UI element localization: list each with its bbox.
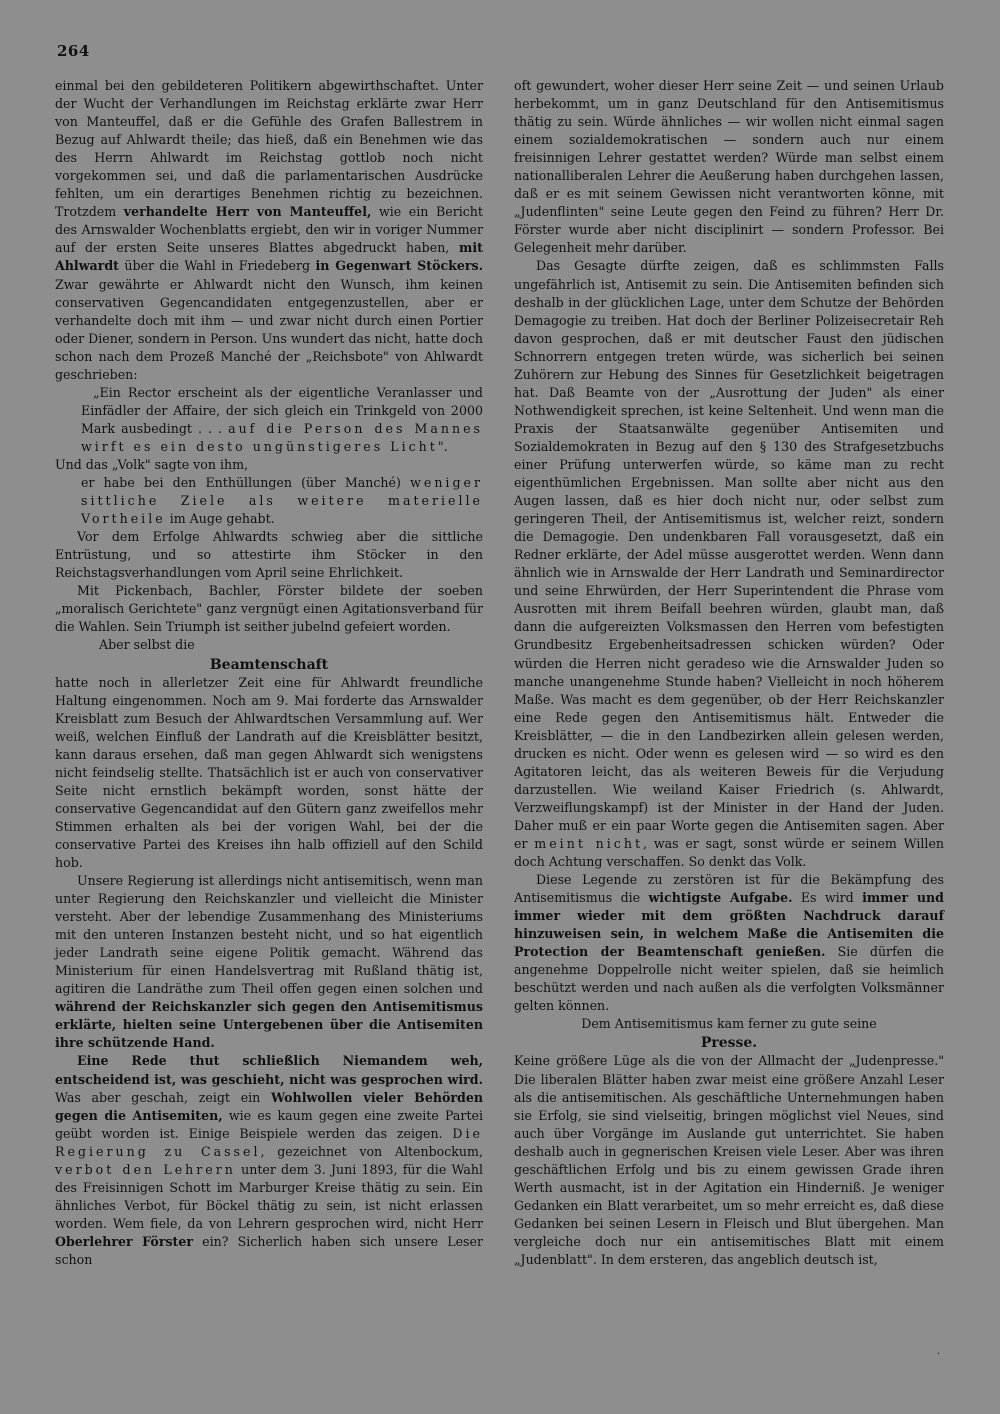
paragraph: Aber selbst die <box>99 637 195 653</box>
left-column <box>55 77 483 1269</box>
paragraph: Mit Pickenbach, Bachler, Förster bildete der soeben „moralisch Gerichtete" ganz vergnügt einen Agitationsverband für die Wahlen. Sein Triumph ist seither jubelnd gefeiert worden. <box>55 583 483 635</box>
right-column <box>514 77 944 1269</box>
paragraph: oft gewundert, woher dieser Herr seine Zeit — und seinen Urlaub herbekommt, um in ganz Deutschland für den Antisemitismus thätig zu sein. Würde ähnliches — wir wollen nicht einmal sagen einem sozialdemokratischen — sondern auch nur einem freisinnigen Lehrer gestattet werden? Würde man selbst einem nationalliberalen Lehrer die Aeußerung haben durchgehen lassen, daß er es mit seinem Gewissen nicht verantworten könne, mit „Judenflinten" seine Leute gegen den Feind zu führen? Herr Dr. Förster wurde aber nicht disciplinirt — sondern Professor. Bei Gelegenheit mehr darüber. <box>514 78 944 256</box>
quotation: er habe bei den Enthüllungen (über Manché) weniger sittliche Ziele als weitere materielle Vortheile im Auge gehabt. <box>81 475 483 527</box>
paragraph: Dem Antisemitismus kam ferner zu gute seine <box>581 1016 877 1032</box>
paragraph: einmal bei den gebildeteren Politikern abgewirthschaftet. Unter der Wucht der Verhandlungen im Reichstag erklärte zwar Herr von Manteuffel, daß er die Gefühle des Grafen Ballestrem in Bezug auf Ahlwardt theile; das hieß, daß ein Benehmen wie das des Herrn Ahlwardt im Reichstag gottlob noch nicht vorgekommen sei, und daß die parlamentarischen Ausdrücke fehlten, um ein derartiges Benehmen richtig zu bezeichnen. Trotzdem verhandelte Herr von Manteuffel, wie ein Bericht des Arnswalder Wochenblatts ergiebt, den wir in voriger Nummer auf der ersten Seite unseres Blattes abgedruckt haben, mit Ahlwardt über die Wahl in Friedeberg in Gegenwart Stöckers. Zwar gewährte er Ahlwardt nicht den Wunsch, ihm keinen conservativen Gegencandidaten entgegenzustellen, aber er verhandelte doch mit ihm — und zwar nicht durch einen Portier oder Diener, sondern in Person. Uns wundert das nicht, hatte doch schon nach dem Prozeß Manché der „Reichsbote" von Ahlwardt geschrieben: <box>55 78 483 382</box>
paragraph: Eine Rede thut schließlich Niemandem weh, entscheidend ist, was geschieht, nicht was gesprochen wird. Was aber geschah, zeigt ein Wohlwollen vieler Behörden gegen die Antisemiten, wie es kaum gegen eine zweite Partei geübt worden ist. Einige Beispiele werden das zeigen. Die Regierung zu Cassel, gezeichnet von Altenbockum, verbot den Lehrern unter dem 3. Juni 1893, für die Wahl des Freisinnigen Schott im Marburger Kreise thätig zu sein. Ein ähnliches Verbot, für Böckel thätig zu sein, ist nicht erlassen worden. Wem fiele, da von Lehrern gesprochen wird, nicht Herr Oberlehrer Förster ein? Sicherlich haben sich unsere Leser schon <box>55 1053 483 1267</box>
paragraph: Vor dem Erfolge Ahlwardts schwieg aber die sittliche Entrüstung, und so attestirte ihm Stöcker in den Reichstagsverhandlungen vom April seine Ehrlichkeit. <box>55 529 483 581</box>
page-number: 264 <box>57 42 90 60</box>
quotation: „Ein Rector erscheint als der eigentliche Veranlasser und Einfädler der Affaire, der sich gleich ein Trinkgeld von 2000 Mark ausbedingt . . . auf die Person des Mannes wirft es ein desto ungünstigeres Licht". <box>81 384 483 454</box>
paragraph: Das Gesagte dürfte zeigen, daß es schlimmsten Falls ungefährlich ist, Antisemit zu sein. Die Antisemiten befinden sich deshalb in der glücklichen Lage, unter dem Schutze der Behörden Demagogie zu treiben. Hat doch der Berliner Polizeisecretair Reh davon gesprochen, daß er mit deutscher Faust den jüdischen Schnorrern entgegen treten würde, was sicherlich bei seinen Zuhörern zur Hebung des Sinnes für Gesetzlichkeit beigetragen hat. Daß Beamte von der „Ausrottung der Juden" als einer Nothwendigkeit sprechen, ist keine Seltenheit. Und wenn man die Praxis der Staatsanwälte gegenüber Antisemiten und Sozialdemokraten in Bezug auf den § 130 des Strafgesetzbuchs einer Prüfung unterwerfen würde, so käme man zu recht eigenthümlichen Ergebnissen. Man sollte aber nicht aus den Augen lassen, daß es hier doch nicht nur, oder selbst zum geringeren Theil, der Antisemitismus ist, welcher reizt, sondern die Demagogie. Den undenkbaren Fall vorausgesetzt, daß ein Redner erklärte, der Adel müsse ausgerottet werden. Wenn dann ähnlich wie in Arnswalde der Herr Landrath und Seminardirector und seine Ehrwürden, der Herr Superintendent die Phrase vom Ausrotten mit ihrem Beifall beehren würden, glaubt man, daß dann die aufgereizten Volksmassen den Herren vom befestigten Grundbesitz Ergebenheitsadressen schicken würden? Oder würden die Herren nicht geradeso wie die Arnswalder Juden so manche unangenehme Stunde haben? Vielleicht in noch höherem Maße. Was macht es dem gegenüber, ob der Herr Reichskanzler eine Rede gegen den Antisemitismus hält. Entweder die Kreisblätter, — die in den Landbezirken allein gelesen werden, drucken es nicht. Oder wenn es gelesen wird — so wird es den Agitatoren leicht, das als weiteren Beweis für die Verjudung darzustellen. Wie weiland Kaiser Friedrich (s. Ahlwardt, Verzweiflungskampf) ist der Minister in der Hand der Juden. Daher muß er ein paar Worte gegen die Antisemiten sagen. Aber er meint nicht, was er sagt, sonst würde er seinem Willen doch Achtung verschaffen. So denkt das Volk. <box>514 258 945 870</box>
paragraph: Unsere Regierung ist allerdings nicht antisemitisch, wenn man unter Regierung den Reichskanzler und vielleicht die Minister versteht. Aber der lebendige Zusammenhang des Ministeriums mit den unteren Instanzen besteht nicht, und so hat eigentlich jeder Landrath seine eigene Politik gemacht. Während das Ministerium für einen Handelsvertrag mit Rußland thätig ist, agitiren die Landräthe zum Theil offen gegen einen solchen und während der Reichskanzler sich gegen den Antisemitismus erklärte, hielten seine Untergebenen über die Antisemiten ihre schützende Hand. <box>55 873 483 1051</box>
section-heading: Beamtenschaft <box>209 656 329 673</box>
paragraph: Diese Legende zu zerstören ist für die Bekämpfung des Antisemitismus die wichtigste Aufgabe. Es wird immer und immer wieder mit dem größten Nachdruck darauf hinzuweisen sein, in welchem Maße die Antisemiten die Protection der Beamtenschaft genießen. Sie dürfen die angenehme Doppelrolle nicht weiter spielen, daß sie heimlich beschützt werden und nach außen als die verfolgten Volksmänner gelten können. <box>514 872 944 1014</box>
paragraph: Und das „Volk" sagte von ihm, <box>55 456 249 472</box>
section-heading: Presse. <box>700 1035 758 1052</box>
corner-mark: · <box>936 1349 940 1360</box>
paragraph: hatte noch in allerletzer Zeit eine für Ahlwardt freundliche Haltung eingenommen. Noch am 9. Mai forderte das Arnswalder Kreisblatt zum Besuch der Ahlwardtschen Versammlung auf. Wer weiß, welchen Einfluß der Landrath auf die Kreisblätter besitzt, kann daraus ersehen, daß man gegen Ahlwardt sich wenigstens nicht feindselig stellte. Thatsächlich ist er auch von conservativer Seite nicht ernstlich bekämpft worden, sonst hätte der conservative Gegencandidat auf den Gütern ganz zweifellos mehr Stimmen erhalten als bei der vorigen Wahl, bei der die conservative Partei des Kreises ihn halb offiziell auf den Schild hob. <box>55 674 483 870</box>
paragraph: Keine größere Lüge als die von der Allmacht der „Judenpresse." Die liberalen Blätter haben zwar meist eine größere Anzahl Leser als die antisemitischen. Als geschäftliche Unternehmungen haben sie Erfolg, sie sind vielseitig, bringen möglichst viel Neues, sind auch über Vorgänge im Auslande gut unterrichtet. Sie haben deshalb auch in gegnerischen Kreisen viele Leser. Aber was ihren geschäftlichen Erfolg und bis zu einem gewissen Grade ihren Werth ausmacht, ist in der Agitation ein Hinderniß. Je weniger Gedanken ein Blatt verarbeitet, um so mehr erreicht es, daß diese Gedanken bei seinen Lesern in Fleisch und Blut übergehen. Man vergleiche doch nur ein antisemitisches Blatt mit einem „Judenblatt". In dem ersteren, das angeblich deutsch ist, <box>514 1053 944 1267</box>
